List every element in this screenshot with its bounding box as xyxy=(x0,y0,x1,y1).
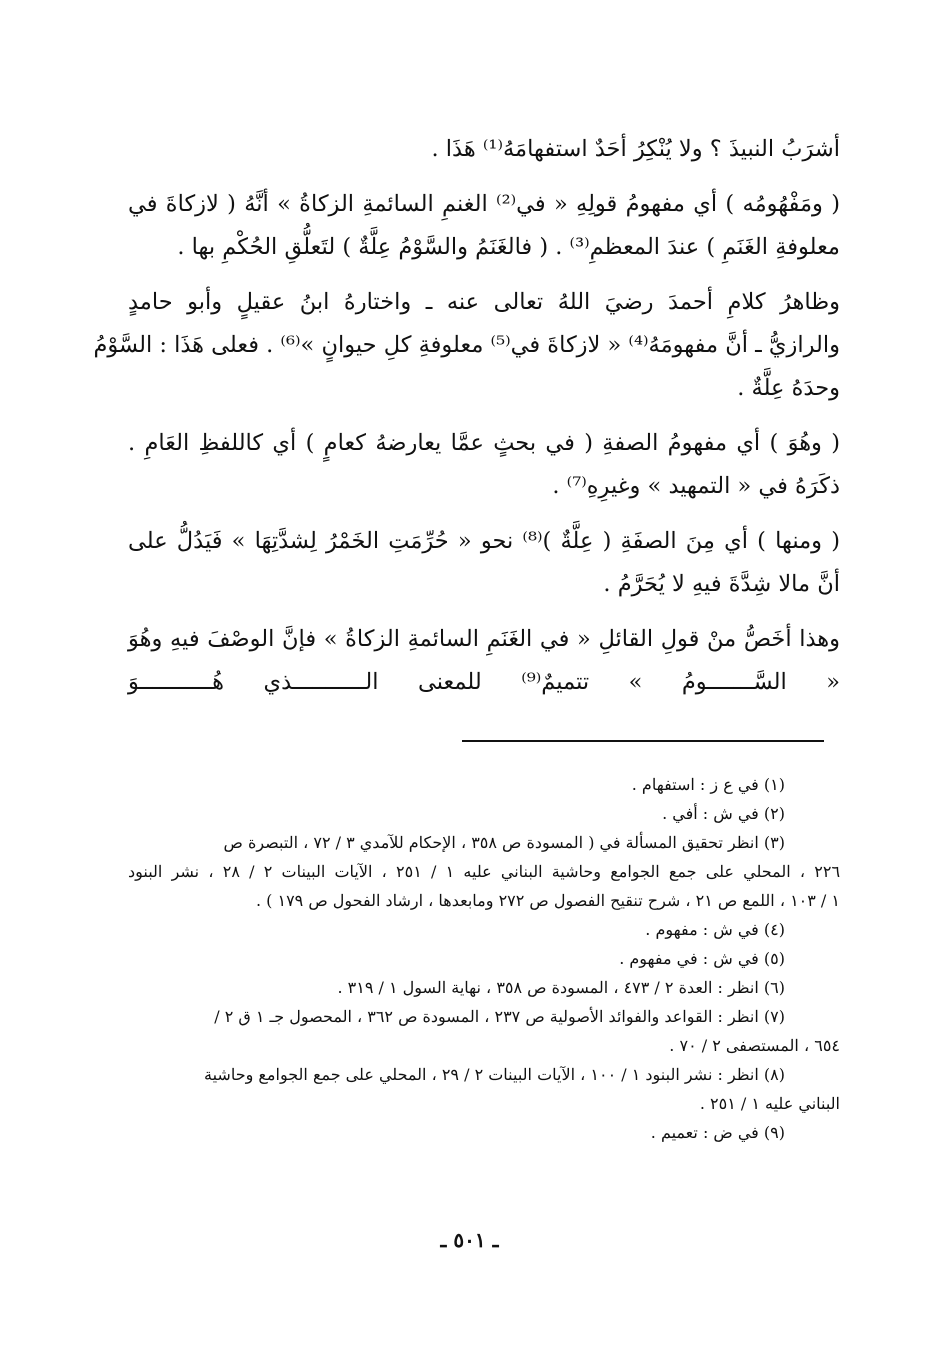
footnote-5: (٥) في ش : في مفهوم . xyxy=(619,949,785,968)
footnote-8-continuation: البناني عليه ١ / ٢٥١ . xyxy=(699,1094,840,1113)
footnote-4: (٤) في ش : مفهوم . xyxy=(645,920,785,939)
text-line: والرازيُّ ـ أنَّ مفهومَهُ⁽⁴⁾ « لازكاةَ في⁽⁵⁾ معلوفةِ كلِ حيوانٍ »⁽⁶⁾ . فعلى هَذَا : السَّوْمُ xyxy=(93,332,840,358)
footnotes xyxy=(128,770,840,1147)
text-line: معلوفةِ الغَنَمِ ) عندَ المعظمِ⁽³⁾ . ( فالغَنَمُ والسَّوْمُ عِلَّةٌ ) لتَعلُّقِ الحُكْمِ بها . xyxy=(177,234,840,260)
footnote-6: (٦) انظر : العدة ٢ / ٤٧٣ ، المسودة ص ٣٥٨ ، نهاية السول ١ / ٣١٩ . xyxy=(337,978,785,997)
footnote-3-continuation: ٢٢٦ ، المحلي على جمع الجوامع وحاشية البناني عليه ١ / ٢٥١ ، الآيات البينات ٢ / ٢٨ ، نشر البنود xyxy=(128,862,841,881)
main-text xyxy=(93,128,841,716)
paragraph-2 xyxy=(128,183,840,269)
text-line: ( ومنها ) أي مِنَ الصفَةِ ( عِلَّةٌ )⁽⁸⁾ نحو « حُرِّمَتِ الخَمْرُ لِشدَّتِهَا » فَيَدُلُّ على xyxy=(128,528,840,554)
paragraph-6 xyxy=(128,618,840,704)
paragraph-1 xyxy=(128,128,840,171)
page-number: ـ ٥٠١ ـ xyxy=(440,1228,499,1252)
text-line: أنَّ مالا شِدَّةَ فيهِ لا يُحَرَّمُ . xyxy=(603,571,840,597)
text-line: « السَّـــــــومُ » تتميمٌ⁽⁹⁾ للمعنى الـــــــــــذي هُـــــــــــوَ xyxy=(128,669,841,695)
text-line: وظاهرُ كلامِ أحمدَ رضيَ اللهُ تعالى عنه ـ واختارهُ ابنُ عقيلٍ وأبو حامدٍ xyxy=(128,289,840,315)
footnote-7-continuation: ٦٥٤ ، المستصفى ٢ / ٧٠ . xyxy=(669,1036,840,1055)
footnote-3: (٣) انظر تحقيق المسألة في ( المسودة ص ٣٥٨ ، الإحكام للآمدي ٣ / ٧٢ ، التبصرة ص xyxy=(223,833,785,852)
footnote-8: (٨) انظر : نشر البنود ١ / ١٠٠ ، الآيات البينات ٢ / ٢٩ ، المحلي على جمع الجوامع وحاشية xyxy=(204,1065,785,1084)
text-line: وحدَهُ عِلَّةٌ . xyxy=(737,375,840,401)
footnote-7: (٧) انظر : القواعد والفوائد الأصولية ص ٢٣٧ ، المسودة ص ٣٦٢ ، المحصول جـ ١ ق ٢ / xyxy=(214,1007,785,1026)
footnote-2: (٢) في ش : أفي . xyxy=(662,804,785,823)
footnote-9: (٩) في ض : تعميم . xyxy=(650,1123,785,1142)
footnote-3-continuation: ١ / ١٠٣ ، اللمع ص ٢١ ، شرح تنقيح الفصول ص ٢٧٢ ومابعدها ، ارشاد الفحول ص ١٧٩ ) . xyxy=(255,891,840,910)
text-line: أشرَبُ النبيذَ ؟ ولا يُنْكِرُ أحَدٌ استفهامَهُ⁽¹⁾ هَذَا . xyxy=(431,136,840,162)
paragraph-4 xyxy=(128,422,840,508)
text-line: ذكَرَهُ في « التمهيد » وغيرِهِ⁽⁷⁾ . xyxy=(552,473,840,499)
footnote-separator xyxy=(462,740,824,742)
paragraph-3 xyxy=(93,281,840,410)
footnote-1: (١) في ع ز : استفهام . xyxy=(631,775,785,794)
text-line: ( وهُوَ ) أي مفهومُ الصفةِ ( في بحثٍ عمَّا يعارضهُ كعامٍ ) أي كاللفظِ العَامِ . xyxy=(128,430,840,456)
text-line: ( ومَفْهُومُه ) أي مفهومُ قولِهِ « في⁽²⁾ الغنمِ السائمةِ الزكاةُ » أنَّهُ ( لازكاةَ في xyxy=(128,191,840,217)
paragraph-5 xyxy=(128,520,840,606)
text-line: وهذا أخَصُّ منْ قولِ القائلِ « في الغَنَمِ السائمةِ الزكاةُ » فإنَّ الوصْفَ فيهِ وهُوَ xyxy=(128,626,840,652)
